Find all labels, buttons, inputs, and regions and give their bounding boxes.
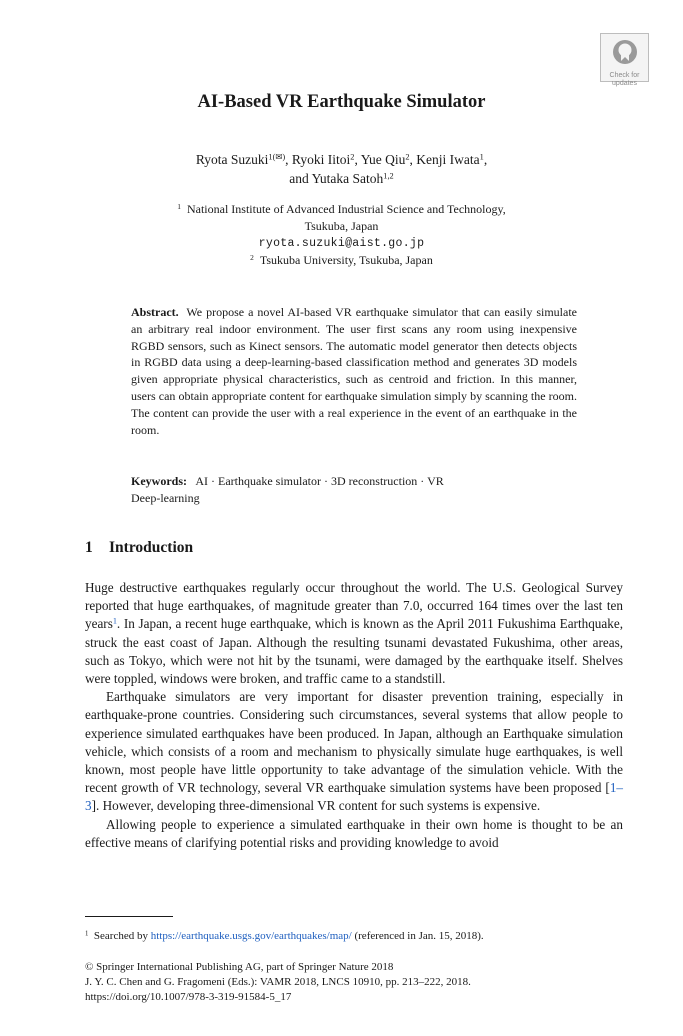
author-affiliation-mark: 2 <box>350 152 355 162</box>
footnote-ref[interactable]: 1 <box>112 616 117 626</box>
affiliations <box>0 201 683 269</box>
section-title: Introduction <box>109 539 194 556</box>
section-number: 1 <box>85 539 93 556</box>
citation-line: J. Y. C. Chen and G. Fragomeni (Eds.): VAMR 2018, LNCS 10910, pp. 213–222, 2018. <box>85 976 471 988</box>
author-name: Yue Qiu <box>360 152 406 167</box>
body-text <box>85 579 623 852</box>
author-affiliation-mark: 1,2 <box>383 171 394 181</box>
badge-line-2: updates <box>612 80 637 87</box>
keyword: AI <box>195 474 209 488</box>
author-email[interactable]: ryota.suzuki@aist.go.jp <box>258 237 425 250</box>
footnote-url-link[interactable]: https://earthquake.usgs.gov/earthquakes/map/ <box>150 930 352 942</box>
abstract-text: We propose a novel AI-based VR earthquake simulator that can easily simulate an arbitrary real indoor environment. The user first scans any room using inexpensive RGBD sensors, such as Kinect sensors. The automatic model generator then detects objects in RGBD data using a deep-learning-based classification method and generates 3D models given appropriate physical characteristics, such as centroid and friction. In this manner, users can obtain appropriate content for earthquake simulation simply by scanning the room. The content can provide the user with a real experience in the event of an earthquake in the room. <box>131 305 577 437</box>
abstract <box>131 304 577 438</box>
author-name: Kenji Iwata <box>416 152 480 167</box>
author-affiliation-mark: 1(✉) <box>268 152 286 162</box>
keywords-label: Keywords: <box>131 474 187 488</box>
bookmark-icon <box>611 38 639 66</box>
author-list <box>0 150 683 188</box>
author-name: Ryota Suzuki <box>195 152 269 167</box>
paragraph-1: Huge destructive earthquakes regularly occur throughout the world. The U.S. Geological Survey reported that huge earthquakes, of magnitude greater than 7.0, occurred 164 times over the last ten years$^1$. In Japan, a recent huge earthquake, which is known as the April 2011 Fukushima Earthquake, struck the east coast of Japan. Although the resulting tsunami devastated Fukushima, other areas, such as Tokyo, which were not hit by the tsunami, were damaged by the earthquake itself. Shelves were toppled, windows were broken, and traffic came to a standstill. <box>85 580 623 687</box>
citation-link[interactable]: 1–3 <box>85 780 623 814</box>
paragraph-3: Allowing people to experience a simulated earthquake in their own home is thought to be an effective means of clarifying potential risks and providing knowledge to avoid <box>85 816 623 850</box>
author-affiliation-mark: 1 <box>479 152 484 162</box>
copyright-block <box>85 960 645 1005</box>
keyword: Deep-learning <box>131 490 200 505</box>
keywords: Keywords: AI · Earthquake simulator · 3D reconstruction · VR Deep-learning <box>131 474 444 505</box>
affiliation-1: $^1$ National Institute of Advanced Industrial Science and Technology, <box>177 201 506 216</box>
abstract-label: Abstract. <box>131 305 179 319</box>
keyword: Earthquake simulator <box>218 474 321 488</box>
author-line-2 <box>0 169 683 188</box>
author-name: and Yutaka Satoh <box>289 171 384 186</box>
doi-link[interactable]: https://doi.org/10.1007/978-3-319-91584-5_17 <box>85 991 292 1003</box>
author-line-1: Ryota Suzuki$^{1(✉)}$, Ryoki Iitoi$^2$, Yue Qiu$^2$, Kenji Iwata$^1$, <box>195 152 488 167</box>
copyright-line: © Springer International Publishing AG, part of Springer Nature 2018 <box>85 961 394 973</box>
badge-line-1: Check for <box>609 72 640 79</box>
author-name: Ryoki Iitoi <box>291 152 351 167</box>
check-for-updates-badge[interactable] <box>600 33 649 87</box>
keyword: VR <box>427 474 444 488</box>
footnote-divider <box>85 916 173 917</box>
affiliation-2: $^2$ Tsukuba University, Tsukuba, Japan <box>250 252 433 267</box>
keyword: 3D reconstruction <box>330 474 418 488</box>
author-affiliation-mark: 2 <box>405 152 410 162</box>
affiliation-1-city: Tsukuba, Japan <box>304 219 379 233</box>
paper-title: AI-Based VR Earthquake Simulator <box>197 92 486 112</box>
footnote: $^1$ Searched by https://earthquake.usgs.gov/earthquakes/map/ (referenced in Jan. 15, 2018). <box>85 930 484 942</box>
section-heading <box>85 539 193 557</box>
paragraph-2: Earthquake simulators are very important for disaster prevention training, especially in earthquake-prone countries. Considering such circumstances, several systems that allow people to experience simulated earthquakes have been produced. In Japan, although an Earthquake simulation vehicle, which consists of a room and mechanism to physically simulate huge earthquakes, is well known, most people have little opportunity to take advantage of the simulation vehicle. With the recent growth of VR technology, several VR earthquake simulation systems have been proposed [1–3]. However, developing three-dimensional VR content for such systems is expensive. <box>85 689 623 814</box>
